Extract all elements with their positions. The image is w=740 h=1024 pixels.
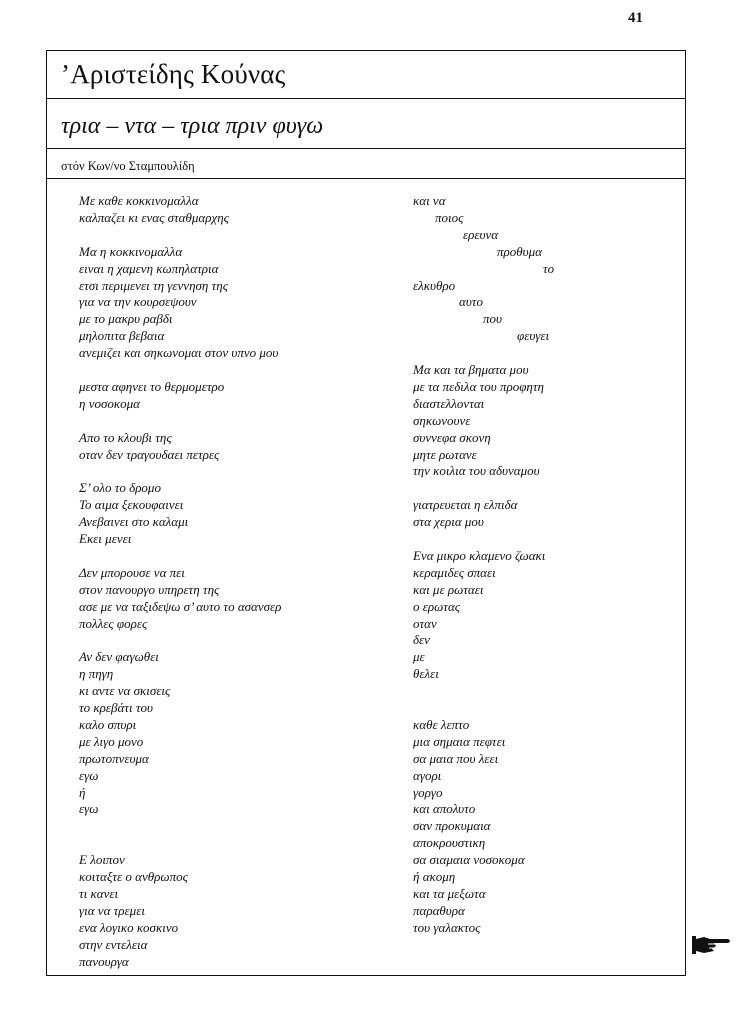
poem-line: Σ’ ολο το δρομο	[79, 480, 161, 496]
poem-line: η πηγη	[79, 666, 114, 682]
poem-line: ή	[79, 784, 86, 800]
poem-line: ερευνα	[463, 226, 499, 242]
poem-line: Απο το κλουβι της	[79, 429, 172, 445]
poem-line: με τα πεδιλα του προφητη	[413, 378, 544, 394]
poem-line: οταν δεν τραγουδαει πετρες	[79, 446, 220, 462]
poem-line: και τα μεξωτα	[413, 885, 486, 901]
dedication: στόν Κων/νο Σταμπουλίδη	[61, 159, 195, 173]
poem-line: διαστελλονται	[413, 395, 485, 411]
poem-line: και απολυτο	[413, 801, 476, 817]
poem-line: οταν	[413, 615, 437, 631]
poem-line: ποιος	[435, 209, 464, 225]
poem-line: καθε λεπτο	[413, 716, 470, 732]
poem-line: ελκυθρο	[413, 277, 456, 293]
poem-line: γιατρευεται η ελπιδα	[413, 497, 518, 513]
poem-line: γοργο	[413, 784, 443, 800]
poem-line: σαν προκυμαια	[413, 818, 491, 834]
divider	[47, 148, 685, 149]
poem-line: Εκει μενει	[79, 531, 132, 546]
poem-line: στον πανουργο υπηρετη της	[79, 581, 220, 597]
poem-line: μια σημαια πεφτει	[413, 733, 506, 749]
poem-line: ο ερωτας	[413, 598, 461, 614]
poem-line: Ενα μικρο κλαμενο ζωακι	[413, 547, 546, 563]
poem-line: ανεμιζει και σηκωνομαι στον υπνο μου	[79, 345, 279, 361]
divider	[47, 98, 685, 99]
poem-line: τι κανει	[79, 885, 119, 901]
poem-line: Αν δεν φαγωθει	[79, 649, 159, 665]
poem-line: πρωτοπνευμα	[79, 750, 149, 766]
poem-line: μεστα αφηνει το θερμομετρο	[79, 378, 225, 394]
poem-line: καλο σπυρι	[79, 716, 137, 732]
poem-line: Το αιμα ξεκουφαινει	[79, 497, 184, 513]
poem-line: για να τρεμει	[79, 902, 145, 918]
poem-line: σα μαια που λεει	[413, 750, 499, 766]
poem-line: ή ακομη	[413, 869, 456, 884]
poem-line: το	[543, 260, 555, 276]
poem-line: που	[483, 311, 502, 327]
poem-line: και με ρωταει	[413, 581, 484, 597]
poem-line: θελει	[413, 666, 439, 682]
poem-line: προθυμα	[497, 243, 542, 259]
poem-line: για να την κουρσεψουν	[79, 294, 197, 310]
poem-line: Ε λοιπον	[79, 852, 125, 868]
page-number: 41	[628, 10, 643, 26]
poem-line: με το μακρυ ραβδι	[79, 311, 173, 327]
poem-line: συννεφα σκονη	[413, 429, 491, 445]
poem-line: στα χερια μου	[413, 514, 484, 530]
poem-line: με	[413, 649, 425, 665]
poem-line: Δεν μπορουσε να πει	[79, 564, 185, 580]
poem-line: σηκωνουνε	[413, 412, 471, 428]
poem-line: αποκρουστικη	[413, 835, 486, 851]
author-name: ’Αριστείδης Κούνας	[61, 59, 286, 89]
poem-line: Με καθε κοκκινομαλλα	[79, 193, 199, 208]
poem-line: εγω	[79, 801, 99, 817]
poem-line: ασε με να ταξιδεψω σ’ αυτο το ασανσερ	[79, 598, 282, 614]
poem-line: ενα λογικο κοσκινο	[79, 919, 179, 935]
poem-line: καλπαζει κι ενας σταθμαρχης	[79, 209, 229, 225]
poem-line: στην εντελεια	[79, 936, 148, 952]
poem-line: σα σιαμαια νοσοκομα	[413, 852, 525, 868]
poem-frame	[46, 50, 686, 976]
pointing-hand-icon	[692, 934, 732, 956]
poem-line: κοιταξτε ο ανθρωπος	[79, 869, 188, 884]
poem-line: Ανεβαινει στο καλαμι	[79, 514, 189, 530]
poem-line: ετσι περιμενει τη γεννηση της	[79, 277, 229, 293]
poem-line: ειναι η χαμενη κωπηλατρια	[79, 260, 219, 276]
poem-line: εγω	[79, 767, 99, 783]
poem-line: με λιγο μονο	[79, 733, 144, 749]
poem-line: η νοσοκομα	[79, 395, 140, 411]
poem-line: μητε ρωτανε	[413, 446, 477, 462]
poem-line: πανουργα	[79, 953, 129, 969]
poem-line: κι αντε να σκισεις	[79, 683, 171, 699]
poem-line: μηλοπιτα βεβαια	[79, 328, 165, 344]
poem-line: και να	[413, 193, 446, 208]
poem-line: παραθυρα	[413, 902, 465, 918]
poem-line: το κρεβάτι του	[79, 700, 153, 715]
poem-line: αυτο	[459, 294, 483, 310]
divider	[47, 178, 685, 179]
poem-line: Μα η κοκκινομαλλα	[79, 243, 183, 259]
poem-line: Μα και τα βηματα μου	[413, 362, 529, 377]
poem-line: δεν	[413, 632, 430, 648]
poem-title: τρια – ντα – τρια πριν φυγω	[61, 113, 324, 139]
poem-line: πολλες φορες	[79, 615, 148, 631]
poem-line: αγορι	[413, 767, 442, 783]
poem-line: την κοιλια του αδυναμου	[413, 463, 540, 479]
poem-line: του γαλακτος	[413, 919, 481, 935]
poem-line: κεραμιδες σπαει	[413, 564, 496, 580]
poem-line: φευγει	[517, 328, 550, 344]
